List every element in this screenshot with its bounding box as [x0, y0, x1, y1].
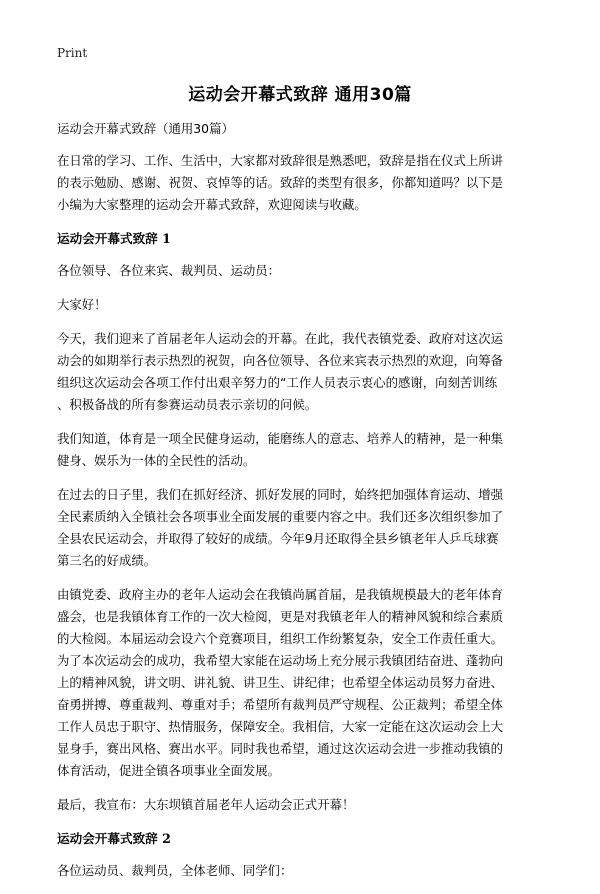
section-1-paragraph-5 — [57, 794, 547, 816]
text-line: 全民素质纳入全镇社会各项事业全面发展的重要内容之中。我们还多次组织参加了 — [57, 509, 504, 524]
text-line: 奋勇拼搏、尊重裁判、尊重对手；希望所有裁判员严守规程、公正裁判；希望全体 — [57, 697, 504, 712]
text-line: 小编为大家整理的运动会开幕式致辞，欢迎阅读与收藏。 — [57, 197, 367, 212]
text-line: 大家好！ — [57, 297, 107, 312]
section-1-paragraph-4 — [57, 584, 547, 782]
intro-paragraph — [57, 150, 547, 216]
text-line: 工作人员忠于职守、热情服务，保障安全。我相信，大家一定能在这次运动会上大 — [57, 719, 504, 734]
text-line: 健身、娱乐为一体的全民性的活动。 — [57, 453, 256, 468]
text-line: 最后，我宣布：大东坝镇首届老年人运动会正式开幕！ — [57, 797, 355, 812]
section-2-heading: 运动会开幕式致辞 2 — [57, 831, 171, 846]
print-link[interactable]: Print — [57, 46, 88, 60]
text-line: 的表示勉励、感谢、祝贺、哀悼等的话。致辞的类型有很多，你都知道吗？以下是 — [57, 175, 504, 190]
text-line: 显身手，赛出风格、赛出水平。同时我也希望，通过这次运动会进一步推动我镇的 — [57, 741, 504, 756]
text-line: 的大检阅。本届运动会设六个竞赛项目，组织工作纷繁复杂，安全工作责任重大。 — [57, 631, 504, 646]
section-1-hello — [57, 294, 547, 316]
article-subtitle: 运动会开幕式致辞（通用30篇） — [57, 121, 234, 136]
text-line: 体育活动，促进全镇各项事业全面发展。 — [57, 763, 281, 778]
section-1-heading: 运动会开幕式致辞 1 — [57, 231, 171, 246]
text-line: 盛会，也是我镇体育工作的一次大检阅，更是对我镇老年人的精神风貌和综合素质 — [57, 609, 504, 624]
section-1-greeting — [57, 260, 547, 282]
page-title: 运动会开幕式致辞 通用30篇 — [188, 85, 412, 105]
text-line: 上的精神风貌，讲文明、讲礼貌、讲卫生、讲纪律；也希望全体运动员努力奋进、 — [57, 675, 504, 690]
text-line: 各位领导、各位来宾、裁判员、运动员： — [57, 263, 281, 278]
text-line: 第三名的好成绩。 — [57, 553, 157, 568]
text-line: 各位运动员、裁判员，全体老师、同学们： — [57, 863, 293, 878]
text-line: 、积极备战的所有参赛运动员表示亲切的问候。 — [57, 397, 318, 412]
text-line: 在过去的日子里，我们在抓好经济、抓好发展的同时，始终把加强体育运动、增强 — [57, 487, 504, 502]
section-2-greeting — [57, 860, 547, 882]
text-line: 为了本次运动会的成功，我希望大家能在运动场上充分展示我镇团结奋进、蓬勃向 — [57, 653, 504, 668]
section-1-paragraph-2 — [57, 428, 547, 472]
article-body — [57, 118, 547, 894]
section-1-paragraph-3 — [57, 484, 547, 572]
text-line: 全县农民运动会，并取得了较好的成绩。今年9月还取得全县乡镇老年人乒乓球赛 — [57, 531, 499, 546]
text-line: 在日常的学习、工作、生活中，大家都对致辞很是熟悉吧，致辞是指在仪式上所讲 — [57, 153, 504, 168]
section-1-paragraph-1 — [57, 328, 547, 416]
text-line: 今天，我们迎来了首届老年人运动会的开幕。在此，我代表镇党委、政府对这次运 — [57, 331, 504, 346]
text-line: 组织这次运动会各项工作付出艰辛努力的“工作人员表示衷心的感谢，向刻苦训练 — [57, 375, 498, 390]
text-line: 由镇党委、政府主办的老年人运动会在我镇尚属首届，是我镇规模最大的老年体育 — [57, 587, 504, 602]
text-line: 动会的如期举行表示热烈的祝贺，向各位领导、各位来宾表示热烈的欢迎，向筹备 — [57, 353, 504, 368]
text-line: 我们知道，体育是一项全民健身运动，能磨练人的意志、培养人的精神，是一种集 — [57, 431, 504, 446]
